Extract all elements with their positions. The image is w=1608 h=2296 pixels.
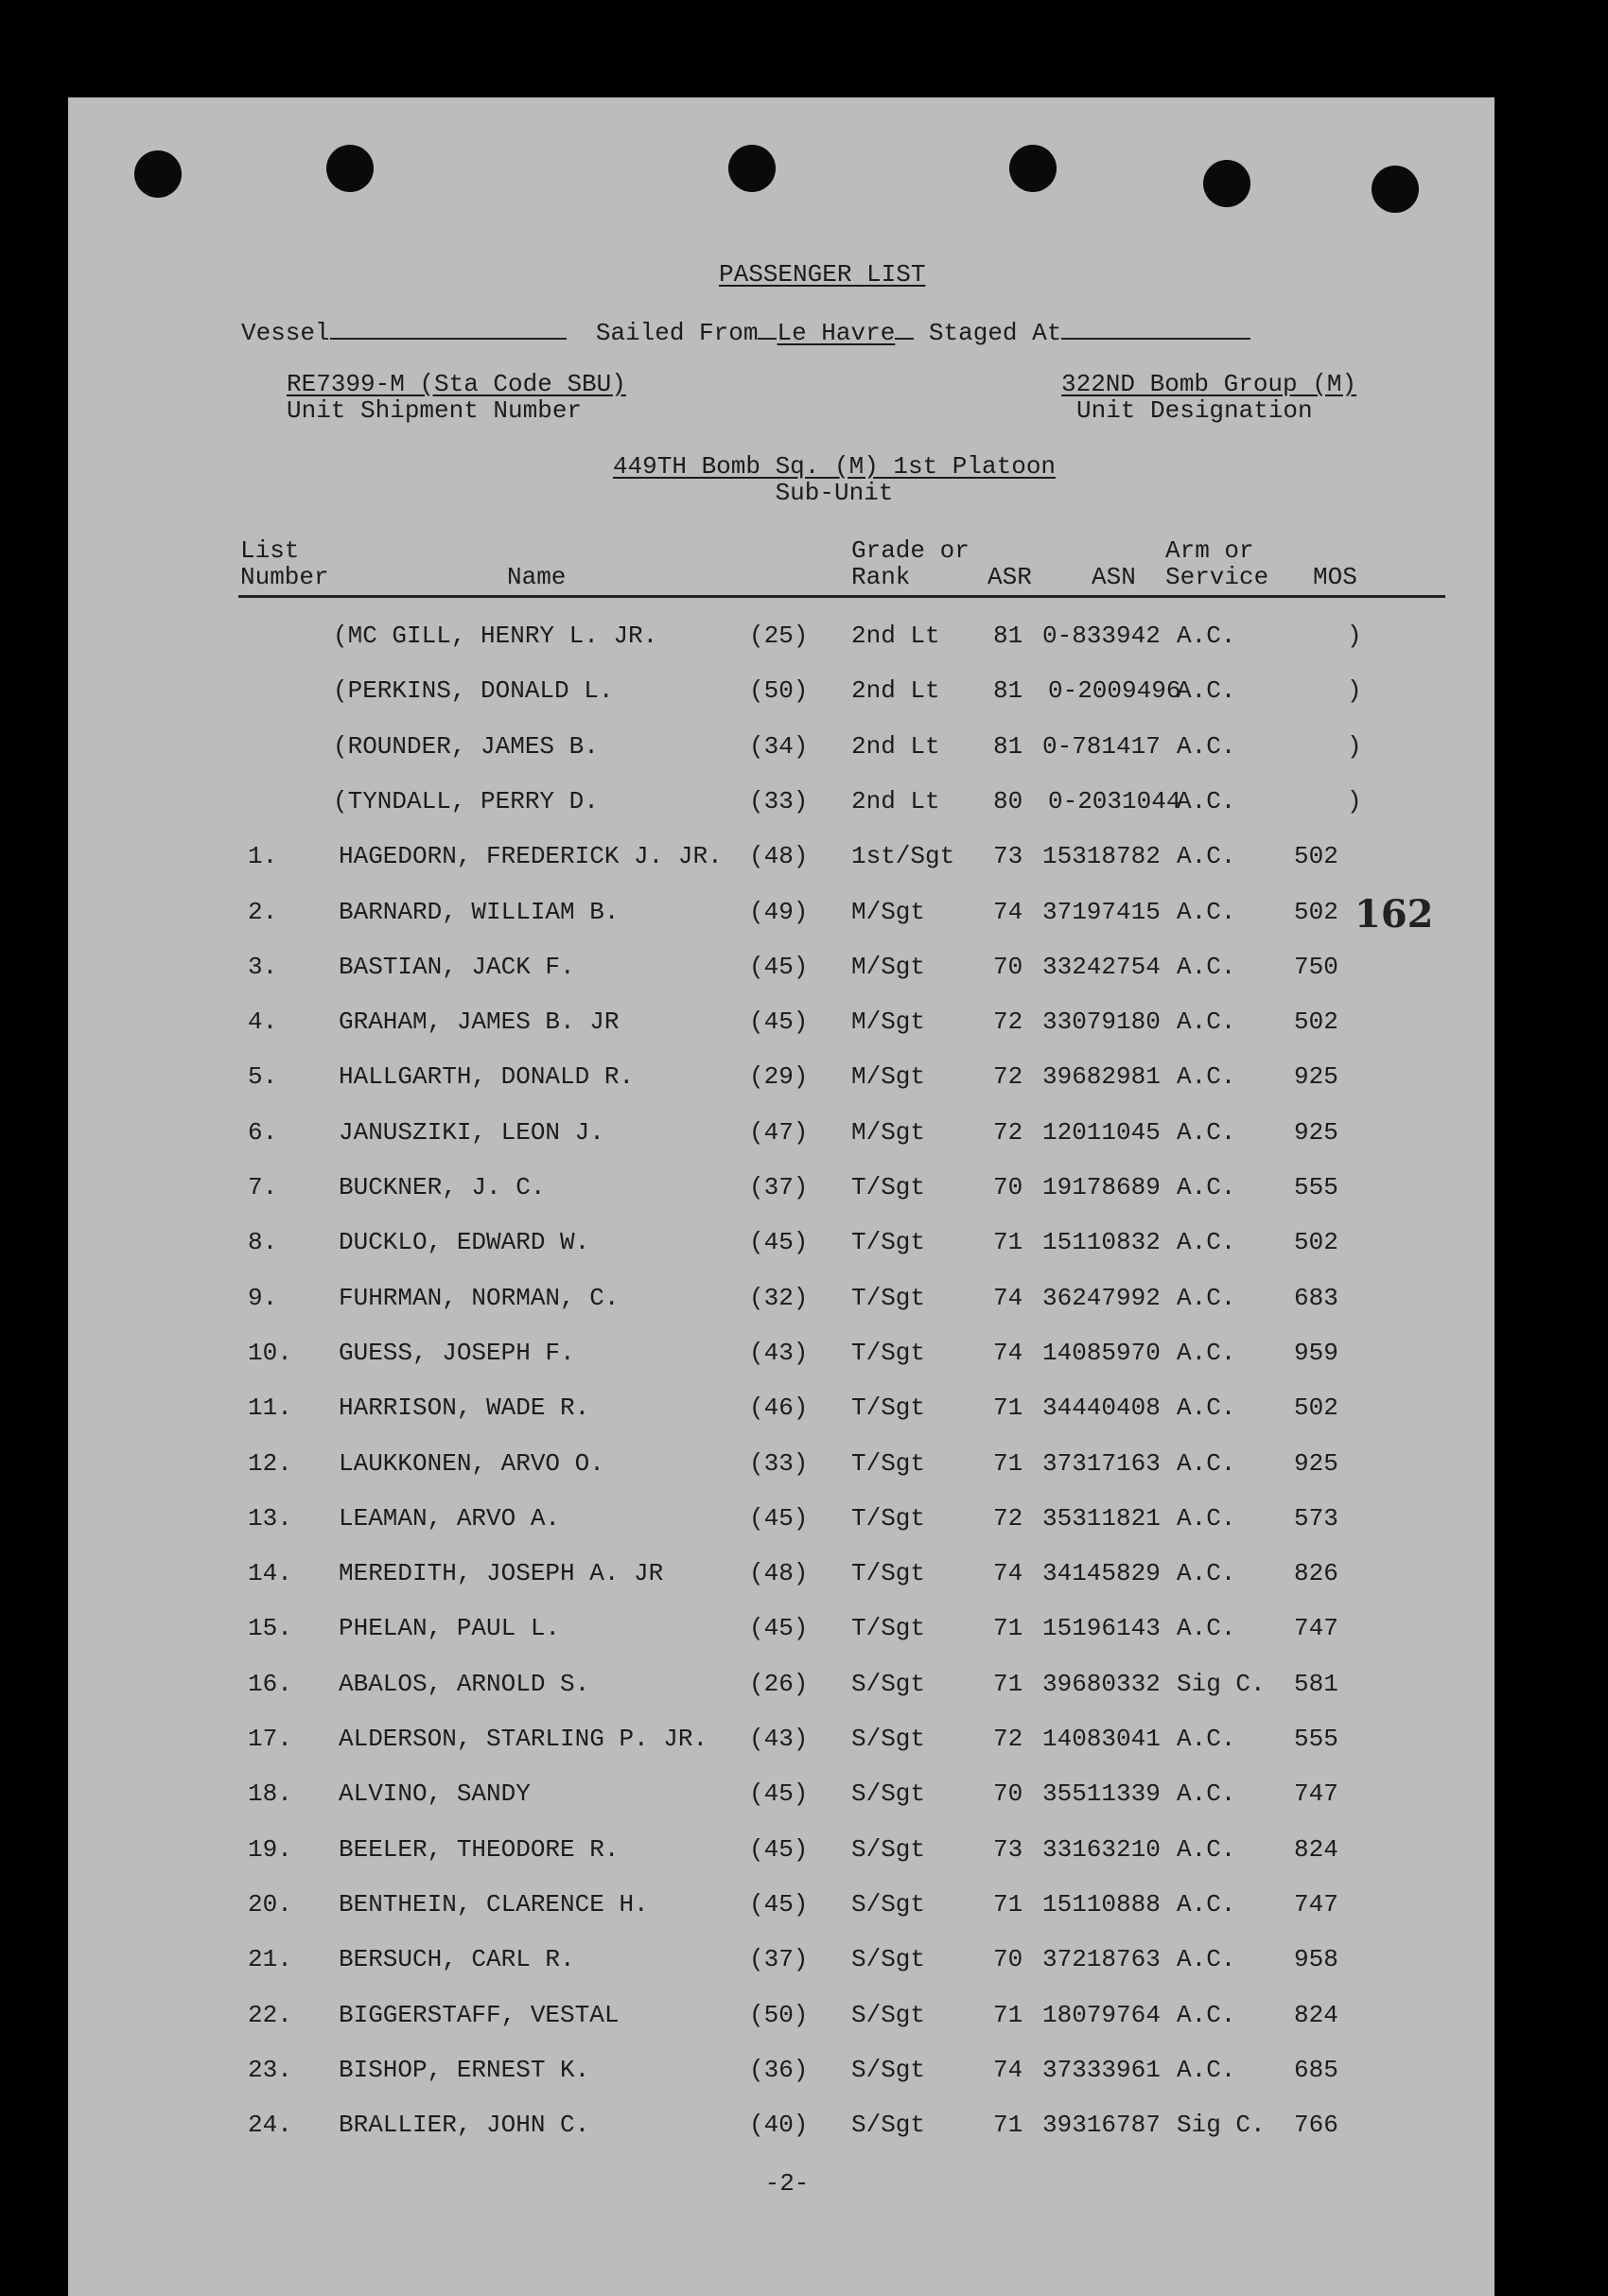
asn: 33242754 xyxy=(1042,952,1161,981)
table-row xyxy=(68,1059,1494,1095)
arm-service: A.C. xyxy=(1177,1283,1236,1312)
col-header-asn: ASN xyxy=(1092,563,1136,591)
asr: 74 xyxy=(993,1338,1023,1367)
grade-rank: T/Sgt xyxy=(851,1228,926,1257)
list-number: 22. xyxy=(248,2000,292,2029)
list-number: 11. xyxy=(248,1393,292,1423)
list-number: 19. xyxy=(248,1834,292,1864)
table-row xyxy=(68,728,1494,764)
list-number: 4. xyxy=(248,1008,278,1037)
asn: 14083041 xyxy=(1042,1725,1161,1753)
arm-service: A.C. xyxy=(1177,1393,1236,1423)
mos: 747 xyxy=(1294,1779,1338,1809)
asn: 39316787 xyxy=(1042,2111,1161,2140)
asn: 37333961 xyxy=(1042,2055,1161,2084)
mos: 502 xyxy=(1294,1008,1338,1037)
col-header-list-1: List xyxy=(240,536,300,565)
asn: 15110832 xyxy=(1042,1228,1161,1257)
table-row xyxy=(68,1446,1494,1481)
asn: 33079180 xyxy=(1042,1008,1161,1037)
sailed-from-blank-end xyxy=(895,315,914,340)
asr: 70 xyxy=(993,952,1023,981)
punch-hole xyxy=(326,145,374,192)
staged-at-label: Staged At xyxy=(928,319,1062,347)
passenger-name: ALDERSON, STARLING P. JR. xyxy=(339,1725,708,1753)
table-row xyxy=(68,1666,1494,1702)
grade-rank: S/Sgt xyxy=(851,1834,926,1864)
asr: 72 xyxy=(993,1008,1023,1037)
age: (33) xyxy=(749,786,809,815)
grade-rank: S/Sgt xyxy=(851,1725,926,1753)
grade-rank: S/Sgt xyxy=(851,1945,926,1974)
staged-at-blank xyxy=(1061,315,1250,340)
col-header-list-2: Number xyxy=(240,563,329,591)
passenger-name: ALVINO, SANDY xyxy=(339,1779,531,1809)
age: (29) xyxy=(749,1062,809,1092)
mos: 925 xyxy=(1294,1062,1338,1092)
asn: 33163210 xyxy=(1042,1834,1161,1864)
grade-rank: 2nd Lt xyxy=(851,786,940,815)
passenger-name: HARRISON, WADE R. xyxy=(339,1393,590,1423)
arm-service: A.C. xyxy=(1177,1338,1236,1367)
age: (50) xyxy=(749,2000,809,2029)
passenger-name: (TYNDALL, PERRY D. xyxy=(333,786,599,815)
passenger-name: BISHOP, ERNEST K. xyxy=(339,2055,590,2084)
asn: 18079764 xyxy=(1042,2000,1161,2029)
punch-hole xyxy=(134,150,182,198)
grade-rank: S/Sgt xyxy=(851,1669,926,1698)
grade-rank: M/Sgt xyxy=(851,1062,926,1092)
list-number: 8. xyxy=(248,1228,278,1257)
grade-rank: M/Sgt xyxy=(851,897,926,926)
arm-service: A.C. xyxy=(1177,1062,1236,1092)
asr: 71 xyxy=(993,2111,1023,2140)
asr: 73 xyxy=(993,842,1023,871)
punch-hole xyxy=(1203,160,1250,207)
asn: 0-781417 xyxy=(1042,731,1161,761)
arm-service: Sig C. xyxy=(1177,2111,1266,2140)
asr: 72 xyxy=(993,1503,1023,1533)
col-header-grade-1: Grade or xyxy=(851,536,970,565)
table-row xyxy=(68,1390,1494,1426)
mos: 502 xyxy=(1294,842,1338,871)
age: (37) xyxy=(749,1173,809,1201)
mos: 573 xyxy=(1294,1503,1338,1533)
age: (34) xyxy=(749,731,809,761)
list-number: 6. xyxy=(248,1117,278,1147)
table-row xyxy=(68,673,1494,709)
arm-service: A.C. xyxy=(1177,622,1236,650)
table-row xyxy=(68,1224,1494,1260)
passenger-name: BERSUCH, CARL R. xyxy=(339,1945,575,1974)
grade-rank: T/Sgt xyxy=(851,1283,926,1312)
grade-rank: T/Sgt xyxy=(851,1559,926,1588)
punch-hole xyxy=(1372,166,1419,213)
arm-service: A.C. xyxy=(1177,1008,1236,1037)
list-number: 12. xyxy=(248,1448,292,1478)
mos: 766 xyxy=(1294,2111,1338,2140)
asr: 81 xyxy=(993,731,1023,761)
grade-rank: S/Sgt xyxy=(851,2000,926,2029)
col-header-arm-2: Service xyxy=(1165,563,1269,591)
arm-service: A.C. xyxy=(1177,731,1236,761)
grade-rank: 2nd Lt xyxy=(851,731,940,761)
asr: 72 xyxy=(993,1725,1023,1753)
grade-rank: T/Sgt xyxy=(851,1448,926,1478)
grade-rank: M/Sgt xyxy=(851,1008,926,1037)
table-row xyxy=(68,1832,1494,1867)
asr: 71 xyxy=(993,1889,1023,1919)
asn: 37317163 xyxy=(1042,1448,1161,1478)
asn: 35311821 xyxy=(1042,1503,1161,1533)
mos: 826 xyxy=(1294,1559,1338,1588)
list-number: 15. xyxy=(248,1614,292,1643)
table-row xyxy=(68,1721,1494,1757)
passenger-name: (PERKINS, DONALD L. xyxy=(333,676,614,706)
handwritten-page-number: 162 xyxy=(1355,892,1434,937)
mos: 750 xyxy=(1294,952,1338,981)
asr: 71 xyxy=(993,2000,1023,2029)
asn: 37197415 xyxy=(1042,897,1161,926)
mos: ) xyxy=(1347,622,1362,650)
mos: 925 xyxy=(1294,1117,1338,1147)
mos: 581 xyxy=(1294,1669,1338,1698)
sailed-from-value: Le Havre xyxy=(777,319,896,347)
asr: 74 xyxy=(993,1559,1023,1588)
grade-rank: S/Sgt xyxy=(851,2111,926,2140)
document-page xyxy=(68,97,1494,2296)
asn: 35511339 xyxy=(1042,1779,1161,1809)
table-row xyxy=(68,2107,1494,2143)
asr: 80 xyxy=(993,786,1023,815)
unit-designation: 322ND Bomb Group (M) xyxy=(1061,370,1357,398)
mos: 747 xyxy=(1294,1889,1338,1919)
table-row xyxy=(68,1555,1494,1591)
mos: ) xyxy=(1347,731,1362,761)
vessel-blank xyxy=(330,315,567,340)
grade-rank: S/Sgt xyxy=(851,1779,926,1809)
list-number: 13. xyxy=(248,1503,292,1533)
age: (45) xyxy=(749,1008,809,1037)
unit-shipment-number: RE7399-M (Sta Code SBU) xyxy=(287,370,626,398)
passenger-name: BIGGERSTAFF, VESTAL xyxy=(339,2000,620,2029)
list-number: 16. xyxy=(248,1669,292,1698)
list-number: 1. xyxy=(248,842,278,871)
table-row xyxy=(68,1776,1494,1812)
table-row xyxy=(68,1997,1494,2033)
age: (33) xyxy=(749,1448,809,1478)
mos: ) xyxy=(1347,676,1362,706)
asr: 72 xyxy=(993,1117,1023,1147)
grade-rank: M/Sgt xyxy=(851,952,926,981)
mos: 824 xyxy=(1294,1834,1338,1864)
punch-hole xyxy=(1009,145,1057,192)
passenger-name: FUHRMAN, NORMAN, C. xyxy=(339,1283,620,1312)
passenger-name: HAGEDORN, FREDERICK J. JR. xyxy=(339,842,723,871)
mos: 685 xyxy=(1294,2055,1338,2084)
list-number: 20. xyxy=(248,1889,292,1919)
passenger-name: GUESS, JOSEPH F. xyxy=(339,1338,575,1367)
grade-rank: T/Sgt xyxy=(851,1338,926,1367)
asr: 74 xyxy=(993,897,1023,926)
table-row xyxy=(68,618,1494,654)
asr: 81 xyxy=(993,676,1023,706)
list-number: 24. xyxy=(248,2111,292,2140)
arm-service: A.C. xyxy=(1177,676,1236,706)
passenger-name: LAUKKONEN, ARVO O. xyxy=(339,1448,604,1478)
age: (43) xyxy=(749,1338,809,1367)
passenger-name: PHELAN, PAUL L. xyxy=(339,1614,561,1643)
age: (45) xyxy=(749,952,809,981)
arm-service: A.C. xyxy=(1177,1834,1236,1864)
asr: 74 xyxy=(993,1283,1023,1312)
grade-rank: T/Sgt xyxy=(851,1393,926,1423)
list-number: 10. xyxy=(248,1338,292,1367)
header-rule xyxy=(238,595,1445,598)
col-header-arm-1: Arm or xyxy=(1165,536,1254,565)
asn: 0-2009496 xyxy=(1048,676,1181,706)
arm-service: A.C. xyxy=(1177,1117,1236,1147)
asn: 39682981 xyxy=(1042,1062,1161,1092)
asr: 71 xyxy=(993,1228,1023,1257)
age: (26) xyxy=(749,1669,809,1698)
asn: 34440408 xyxy=(1042,1393,1161,1423)
grade-rank: 2nd Lt xyxy=(851,622,940,650)
passenger-name: JANUSZIKI, LEON J. xyxy=(339,1117,604,1147)
list-number: 7. xyxy=(248,1173,278,1201)
mos: 555 xyxy=(1294,1173,1338,1201)
grade-rank: T/Sgt xyxy=(851,1503,926,1533)
age: (45) xyxy=(749,1779,809,1809)
mos: 747 xyxy=(1294,1614,1338,1643)
list-number: 17. xyxy=(248,1725,292,1753)
asn: 0-833942 xyxy=(1042,622,1161,650)
table-row xyxy=(68,838,1494,874)
asn: 15110888 xyxy=(1042,1889,1161,1919)
unit-shipment-number-label: Unit Shipment Number xyxy=(287,396,583,425)
sub-unit: 449TH Bomb Sq. (M) 1st Platoon xyxy=(612,452,1057,481)
age: (40) xyxy=(749,2111,809,2140)
col-header-name: Name xyxy=(507,563,567,591)
table-row xyxy=(68,1941,1494,1977)
asr: 74 xyxy=(993,2055,1023,2084)
table-row xyxy=(68,1335,1494,1371)
asr: 71 xyxy=(993,1614,1023,1643)
asr: 70 xyxy=(993,1779,1023,1809)
asn: 37218763 xyxy=(1042,1945,1161,1974)
age: (25) xyxy=(749,622,809,650)
age: (45) xyxy=(749,1834,809,1864)
asn: 36247992 xyxy=(1042,1283,1161,1312)
sailed-from-label: Sailed From xyxy=(595,319,759,347)
asr: 71 xyxy=(993,1448,1023,1478)
passenger-name: GRAHAM, JAMES B. JR xyxy=(339,1008,620,1037)
table-row xyxy=(68,1500,1494,1536)
arm-service: A.C. xyxy=(1177,2055,1236,2084)
age: (37) xyxy=(749,1945,809,1974)
arm-service: A.C. xyxy=(1177,1503,1236,1533)
asr: 71 xyxy=(993,1393,1023,1423)
list-number: 23. xyxy=(248,2055,292,2084)
age: (32) xyxy=(749,1283,809,1312)
table-row xyxy=(68,783,1494,819)
asn: 19178689 xyxy=(1042,1173,1161,1201)
table-row xyxy=(68,949,1494,985)
age: (47) xyxy=(749,1117,809,1147)
list-number: 5. xyxy=(248,1062,278,1092)
passenger-name: DUCKLO, EDWARD W. xyxy=(339,1228,590,1257)
asr: 73 xyxy=(993,1834,1023,1864)
passenger-name: ABALOS, ARNOLD S. xyxy=(339,1669,590,1698)
passenger-name: (ROUNDER, JAMES B. xyxy=(333,731,599,761)
age: (45) xyxy=(749,1503,809,1533)
list-number: 21. xyxy=(248,1945,292,1974)
page-number: -2- xyxy=(764,2169,810,2198)
list-number: 9. xyxy=(248,1283,278,1312)
passenger-name: BEELER, THEODORE R. xyxy=(339,1834,620,1864)
passenger-name: BARNARD, WILLIAM B. xyxy=(339,897,620,926)
grade-rank: M/Sgt xyxy=(851,1117,926,1147)
arm-service: A.C. xyxy=(1177,1228,1236,1257)
mos: 502 xyxy=(1294,1393,1338,1423)
asn: 39680332 xyxy=(1042,1669,1161,1698)
arm-service: A.C. xyxy=(1177,1559,1236,1588)
table-row xyxy=(68,1610,1494,1646)
arm-service: A.C. xyxy=(1177,1614,1236,1643)
grade-rank: S/Sgt xyxy=(851,2055,926,2084)
arm-service: A.C. xyxy=(1177,1448,1236,1478)
age: (45) xyxy=(749,1228,809,1257)
asn: 14085970 xyxy=(1042,1338,1161,1367)
table-row xyxy=(68,1004,1494,1040)
sub-unit-label: Sub-Unit xyxy=(775,479,894,507)
age: (50) xyxy=(749,676,809,706)
col-header-asr: ASR xyxy=(988,563,1032,591)
age: (45) xyxy=(749,1614,809,1643)
passenger-name: BRALLIER, JOHN C. xyxy=(339,2111,590,2140)
arm-service: A.C. xyxy=(1177,1945,1236,1974)
arm-service: A.C. xyxy=(1177,1779,1236,1809)
table-row xyxy=(68,894,1494,930)
grade-rank: S/Sgt xyxy=(851,1889,926,1919)
mos: 925 xyxy=(1294,1448,1338,1478)
age: (49) xyxy=(749,897,809,926)
col-header-mos: MOS xyxy=(1313,563,1357,591)
mos: 959 xyxy=(1294,1338,1338,1367)
grade-rank: 2nd Lt xyxy=(851,676,940,706)
col-header-grade-2: Rank xyxy=(851,563,911,591)
arm-service: A.C. xyxy=(1177,952,1236,981)
list-number: 14. xyxy=(248,1559,292,1588)
grade-rank: 1st/Sgt xyxy=(851,842,955,871)
asr: 81 xyxy=(993,622,1023,650)
arm-service: A.C. xyxy=(1177,2000,1236,2029)
mos: 502 xyxy=(1294,1228,1338,1257)
list-number: 18. xyxy=(248,1779,292,1809)
arm-service: A.C. xyxy=(1177,1889,1236,1919)
age: (43) xyxy=(749,1725,809,1753)
asn: 34145829 xyxy=(1042,1559,1161,1588)
mos: 683 xyxy=(1294,1283,1338,1312)
asn: 15318782 xyxy=(1042,842,1161,871)
passenger-name: BUCKNER, J. C. xyxy=(339,1173,546,1201)
sailed-from-blank xyxy=(758,315,777,340)
passenger-name: LEAMAN, ARVO A. xyxy=(339,1503,561,1533)
mos: 958 xyxy=(1294,1945,1338,1974)
arm-service: A.C. xyxy=(1177,1725,1236,1753)
arm-service: A.C. xyxy=(1177,1173,1236,1201)
asr: 72 xyxy=(993,1062,1023,1092)
grade-rank: T/Sgt xyxy=(851,1614,926,1643)
arm-service: A.C. xyxy=(1177,897,1236,926)
unit-designation-label: Unit Designation xyxy=(1076,396,1313,425)
mos: 502 xyxy=(1294,897,1338,926)
asn: 0-2031044 xyxy=(1048,786,1181,815)
asn: 12011045 xyxy=(1042,1117,1161,1147)
list-number: 3. xyxy=(248,952,278,981)
passenger-name: BASTIAN, JACK F. xyxy=(339,952,575,981)
asr: 71 xyxy=(993,1669,1023,1698)
age: (48) xyxy=(749,842,809,871)
mos: 824 xyxy=(1294,2000,1338,2029)
table-row xyxy=(68,1280,1494,1316)
grade-rank: T/Sgt xyxy=(851,1173,926,1201)
age: (46) xyxy=(749,1393,809,1423)
table-row xyxy=(68,2052,1494,2088)
table-row xyxy=(68,1886,1494,1922)
arm-service: Sig C. xyxy=(1177,1669,1266,1698)
passenger-name: BENTHEIN, CLARENCE H. xyxy=(339,1889,649,1919)
asr: 70 xyxy=(993,1945,1023,1974)
asr: 70 xyxy=(993,1173,1023,1201)
asn: 15196143 xyxy=(1042,1614,1161,1643)
mos: 555 xyxy=(1294,1725,1338,1753)
table-row xyxy=(68,1114,1494,1150)
vessel-label: Vessel xyxy=(241,319,330,347)
age: (45) xyxy=(749,1889,809,1919)
passenger-name: MEREDITH, JOSEPH A. JR xyxy=(339,1559,664,1588)
arm-service: A.C. xyxy=(1177,786,1236,815)
vessel-line xyxy=(241,315,1250,347)
mos: ) xyxy=(1347,786,1362,815)
age: (48) xyxy=(749,1559,809,1588)
arm-service: A.C. xyxy=(1177,842,1236,871)
punch-hole xyxy=(728,145,776,192)
list-number: 2. xyxy=(248,897,278,926)
document-title: PASSENGER LIST xyxy=(719,260,926,289)
age: (36) xyxy=(749,2055,809,2084)
passenger-name: HALLGARTH, DONALD R. xyxy=(339,1062,635,1092)
table-row xyxy=(68,1169,1494,1205)
passenger-name: (MC GILL, HENRY L. JR. xyxy=(333,622,658,650)
